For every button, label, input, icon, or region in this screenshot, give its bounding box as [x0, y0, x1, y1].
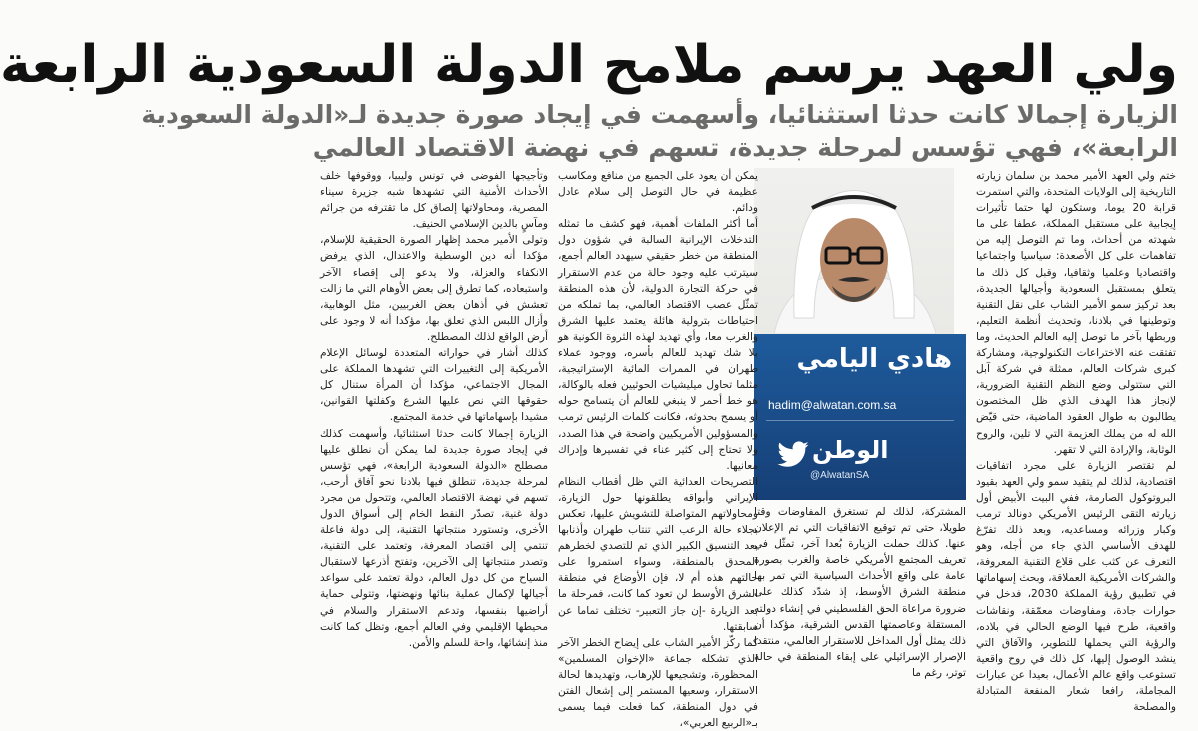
alwatan-logo [776, 434, 896, 490]
deck-line-1: الزيارة إجمالا كانت حدثا استثنائيا، وأسهمت في إيجاد صورة جديدة لـ«الدولة السعودية [141, 100, 1178, 129]
paragraph: كما ركّز الأمير الشاب على إيضاح الخطر الآخر الذي تشكله جماعة «الإخوان المسلمين» المحظورة، وتشجيعها للإرهاب، وتهديدها لحالة الاستقرار، وسعيها المستمر إلى إشعال الفتن في دول المنطقة، كما فعلت فيما يسمى بـ«الربيع العربي»، [558, 636, 758, 730]
divider [766, 420, 954, 421]
twitter-bird-icon [776, 438, 810, 472]
deck-line-2: الرابعة»، فهي تؤسس لمرحلة جديدة، تسهم في نهضة الاقتصاد العالمي [312, 133, 1178, 162]
paragraph: ختم ولي العهد الأمير محمد بن سلمان زيارته التاريخية إلى الولايات المتحدة، والتي استمرت قرابة 20 يوما، وستكون لها حتما تأثيرات إيجابية على مستقبل المملكة، عطفا على ما شهدته من أحداث، وما تم التوصل إليه من تفاهمات على كل الأصعدة: سياسيا واجتماعيا واقتصاديا وعلميا وثقافيا، وقبل كل ذلك ما يتعلق بمستقبل السعودية وأجيالها الجديدة، بعد تركيز سمو الأمير الشاب على نقل التقنية وتوطينها في بلادنا، وتحديث أنظمة التعليم، وربطها بآخر ما توصل إليه العالم الحديث، وما تفتقت عنه الاختراعات التكنولوجية، ومشاركة كبرى شركات العالم، ممثلة في شركة آبل التي ستتولى وضع النظم التقنية الضرورية، لإنجاز هذا الهدف الذي ظل المختصون يطالبون به طوال العقود الماضية، حتى قيّض الله له من يملك العزيمة التي لا تلين، والروح الوثابة، والإرادة التي لا تقهر. [976, 170, 1176, 456]
article-deck [141, 98, 1178, 164]
column-4 [320, 168, 548, 670]
paragraph: الزيارة إجمالا كانت حدثا استثنائيا، وأسهمت كذلك في إيجاد صورة جديدة لما يمكن أن نطلق عليها مصطلح «الدولة السعودية الرابعة»، فهي تؤسس لمرحلة جديدة، تنطلق فيها بلادنا نحو آفاق أرحب، تسهم في نهضة الاقتصاد العالمي، وتتحول من مجرد دولة غنية، تصدّر النفط الخام إلى أسواق الدول الأخرى، وتستورد منتجاتها التقنية، إلى دولة فاعلة تنتمي إلى اقتصاد المعرفة، وتعتمد على التقنية، وتصدر منتجاتها إلى الآخرين، وتفتح أذرعها لاستقبال السياح من كل دول العالم، دولة تعتمد على سواعد أجيالها لإكمال عملية بنائها ونهضتها، وتتولى حماية أراضيها بنفسها، وتدعم الاستقرار والسلام في محيطها الإقليمي وفي العالم أجمع، وتظل كما كانت منذ إنشائها، واحة للسلم والأمن. [320, 427, 548, 649]
paragraph: وتأجيجها الفوضى في تونس وليبيا، ووقوفها خلف الأحداث الأمنية التي تشهدها شبه جزيرة سيناء المصرية، ومحاولاتها إلصاق كل ما تقترفه من جرائم ومآسٍ بالدين الإسلامي الحنيف. [320, 170, 548, 231]
paragraph: كذلك أشار في حواراته المتعددة لوسائل الإعلام الأمريكية إلى التغييرات التي تشهدها المملكة على المجال الاجتماعي، مؤكدا أن المرأة ستنال كل حقوقها التي نص عليها الشرع وكفلتها القوانين، مشيدا بإسهاماتها في خدمة المجتمع. [320, 347, 548, 424]
column-3 [558, 168, 758, 730]
author-box [754, 334, 966, 500]
author-portrait-image [754, 168, 954, 334]
paragraph: أما أكثر الملفات أهمية، فهو كشف ما تمثله التدخلات الإيرانية السالبة في شؤون دول المنطقة من خطر حقيقي سيهدد العالم أجمع، سيترتب عليه وجود حالة من عدم الاستقرار في حركة التجارة الدولية، لأن هذه المنطقة تمثّل عصب الاقتصاد العالمي، بما تملكه من احتياطات بترولية هائلة يعتمد عليها الشرق والغرب معا، وأي تهديد لهذه الثروة الكونية هو بلا شك تهديد للعالم بأسره، ووجود عملاء طهران في الممرات المائية الإستراتيجية، مثلما تحاول ميليشيات الحوثيين فعله بالوكالة، هو خط أحمر لا ينبغي للعالم أن يتسامح حوله أو يسمح بحدوثه، فكانت كلمات الرئيس ترمب والمسؤولين الأمريكيين واضحة في هذا الصدد، ولا تحتاج إلى كثير عناء في تفسيرها وإدراك معانيها. [558, 218, 758, 472]
paragraph: وتولى الأمير محمد إظهار الصورة الحقيقية للإسلام، مؤكدا أنه دين الوسطية والاعتدال، الذي يرفض الانكفاء والعزلة، ولا يدعو إلى إقصاء الآخر واستبعاده، كما تطرق إلى بعض الأوهام التي ما زالت تعشش في أذهان بعض الغربيين، مثل الوهابية، وأزال اللبس الذي تعلق بها، مؤكدا أنه لا وجود على أرض الواقع لذلك المصطلح. [320, 234, 548, 343]
column-1 [976, 168, 1176, 714]
twitter-handle[interactable]: @AlwatanSA [810, 470, 870, 481]
logo-name: الوطن [812, 436, 889, 464]
paragraph: المشتركة، لذلك لم تستغرق المفاوضات وقتا طويلا، حتى تم توقيع الاتفاقيات التي تم الإعلان عنها. كذلك حملت الزيارة بُعدا آخر، تمثّل في تعريف المجتمع الأمريكي خاصة والغرب بصورة عامة على واقع الأحداث السياسية التي تمر بها منطقة الشرق الأوسط، إذ شدّد كذلك على ضرورة مراعاة الحق الفلسطيني في إنشاء دولته المستقلة وعاصمتها القدس الشرقية، مؤكدا أن ذلك يمثل أول المداخل للاستقرار العالمي، منتقدا الإصرار الإسرائيلي على إبقاء المنطقة في حالة توتر، رغم ما [754, 506, 966, 679]
paragraph: التصريحات العدائية التي ظل أقطاب النظام الإيراني وأبواقه يطلقونها حول الزيارة، ومحاولاتهم المتواصلة للتشويش عليها، تعكس بجلاء حالة الرعب التي تنتاب طهران وأذنابها بعد التنسيق الكبير الذي تم للتصدي لخطرهم المحدق بالمنطقة، وسواء استمروا على حالتهم هذه أم لا، فإن الأوضاع في منطقة الشرق الأوسط لن تعود كما كانت، فمرحلة ما بعد الزيارة -إن جاز التعبير- تختلف تماما عن سابقتها. [558, 475, 758, 633]
author-email[interactable]: hadim@alwatan.com.sa [768, 398, 897, 412]
paragraph: لم تقتصر الزيارة على مجرد اتفاقيات اقتصادية، لذلك لم يتقيد سمو ولي العهد بقيود البروتوكول الصارمة، ففي البيت الأبيض أول زيارته التقى الرئيس الأمريكي دونالد ترمب وكبار وزرائه ومساعديه، وبعد ذلك تفرّغ للهدف الأساسي الذي جاء من أجله، وهو التعرف عن كثب على قلاع التقنية المعروفة، والشركات الأمريكية العملاقة، وبحث إسهاماتها في تطبيق رؤية المملكة 2030، فدخل في حوارات جادة، ومفاوضات معمّقة، ونقاشات واقعية، طرح فيها الوضع الحالي في بلاده، والرؤية التي يحملها للتطوير، والآفاق التي ينشد الوصول إليها، كل ذلك في روح واقعية تستوعب واقع عالم الأعمال، بعيدا عن عبارات المجاملة، رافعا شعار المنفعة المتبادلة والمصلحة [976, 459, 1176, 714]
paragraph: يمكن أن يعود على الجميع من منافع ومكاسب عظيمة في حال التوصل إلى سلام عادل ودائم. [558, 170, 758, 215]
author-photo [754, 168, 954, 334]
column-2 [754, 500, 966, 679]
article-headline: ولي العهد يرسم ملامح الدولة السعودية الرابعة [0, 35, 1178, 95]
author-name: هادي اليامي [796, 344, 952, 374]
